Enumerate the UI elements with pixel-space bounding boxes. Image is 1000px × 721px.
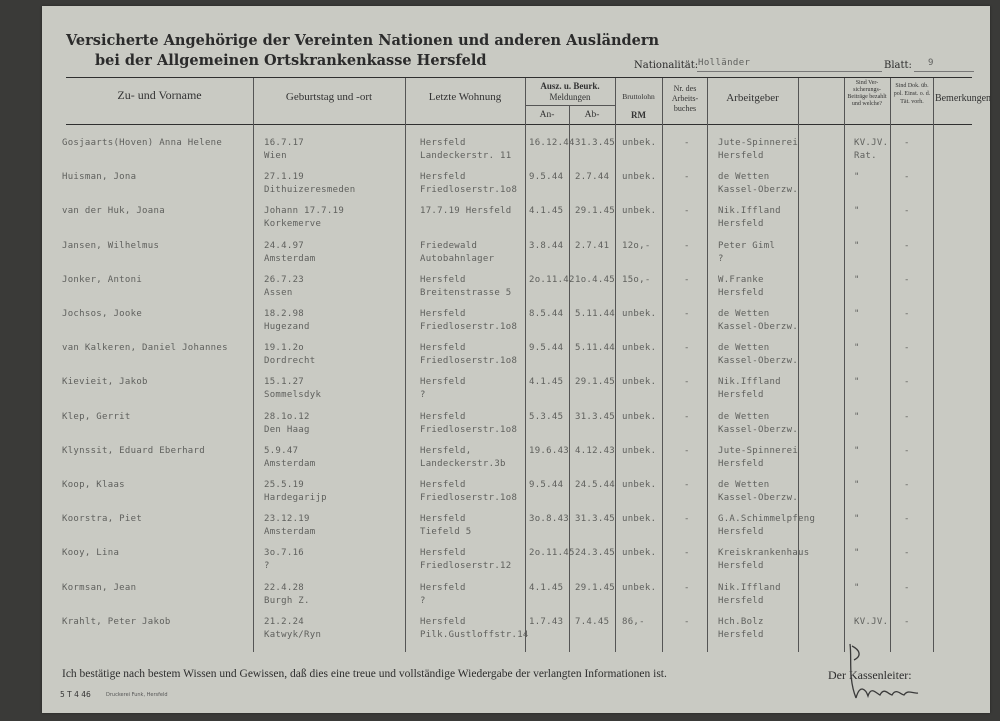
- cell-name: Kievieit, Jakob: [62, 377, 148, 388]
- cell-ins: ": [854, 548, 860, 559]
- col-header-book: Nr. des Arbeits- buches: [671, 84, 699, 113]
- cell-out: 5.11.44: [575, 309, 616, 319]
- cell-emp1: de Wetten: [718, 309, 770, 319]
- cell-birth2: Amsterdam: [264, 527, 316, 538]
- cell-addr1: Friedewald: [420, 240, 478, 251]
- cell-tax: -: [904, 274, 910, 285]
- cell-addr1: Hersfeld,: [420, 445, 472, 456]
- cell-birth1: Johann 17.7.19: [264, 206, 345, 217]
- cell-tax: -: [904, 480, 910, 490]
- cell-name: Koorstra, Piet: [62, 514, 143, 525]
- cell-name: Kooy, Lina: [62, 548, 120, 559]
- cell-in: 9.5.44: [529, 172, 564, 183]
- cell-emp2: Hersfeld: [718, 458, 764, 469]
- printer-note: Druckerei Funk, Hersfeld: [106, 692, 168, 698]
- cell-book: -: [684, 411, 690, 422]
- cell-wage: unbek.: [622, 206, 657, 217]
- cell-book: -: [684, 138, 690, 148]
- cell-emp2: ?: [718, 253, 724, 264]
- cell-wage: unbek.: [622, 343, 657, 354]
- cell-addr2: Friedloserstr.12: [420, 561, 512, 572]
- cell-out: 24.3.45: [575, 548, 616, 559]
- cell-wage: 86,-: [622, 616, 645, 627]
- cell-wage: 15o,-: [622, 274, 651, 285]
- cell-addr1: Hersfeld: [420, 548, 466, 559]
- cell-addr2: Friedloserstr.1o8: [420, 424, 518, 435]
- cell-emp1: de Wetten: [718, 480, 770, 490]
- cell-birth2: Den Haag: [264, 424, 310, 435]
- cell-emp2: Hersfeld: [718, 561, 764, 572]
- cell-addr2: Landeckerstr.3b: [420, 458, 506, 469]
- col-header-employer: Arbeitgeber: [726, 92, 779, 104]
- cell-birth2: Burgh Z.: [264, 595, 310, 606]
- col-header-insurance: Sind Ver- sicherungs- Beiträge bezahlt und welche?: [847, 80, 887, 107]
- cell-birth2: Dordrecht: [264, 356, 316, 367]
- cell-in: 16.12.44: [529, 138, 575, 148]
- cell-name: Gosjaarts(Hoven) Anna Helene: [62, 138, 223, 148]
- cell-in: 8.5.44: [529, 309, 564, 319]
- col-header-reports-in: An-: [539, 110, 555, 120]
- cell-emp1: Nik.Iffland: [718, 582, 781, 593]
- cell-addr1: Hersfeld: [420, 582, 466, 593]
- cell-wage: unbek.: [622, 309, 657, 319]
- cell-ins: ": [854, 309, 860, 319]
- cell-in: 3.8.44: [529, 240, 564, 251]
- cell-birth2: Korkemerve: [264, 219, 322, 230]
- document-title: Versicherte Angehörige der Vereinten Nationen und anderen Ausländern: [66, 32, 660, 49]
- cell-emp2: Kassel-Oberzw.: [718, 322, 799, 332]
- cell-tax: -: [904, 172, 910, 183]
- cell-birth2: Hardegarijp: [264, 493, 327, 503]
- cell-book: -: [684, 172, 690, 183]
- cell-emp1: Nik.Iffland: [718, 377, 781, 388]
- cell-name: Jonker, Antoni: [62, 274, 143, 285]
- cell-tax: -: [904, 411, 910, 422]
- nationality-value: Holländer: [698, 58, 751, 68]
- cell-out: 29.1.45: [575, 377, 616, 388]
- cell-wage: unbek.: [622, 480, 657, 490]
- cell-name: Huisman, Jona: [62, 172, 137, 183]
- document-sheet: [42, 6, 990, 713]
- cell-tax: -: [904, 514, 910, 525]
- cell-emp2: Hersfeld: [718, 287, 764, 298]
- cell-birth2: Amsterdam: [264, 253, 316, 264]
- cell-book: -: [684, 616, 690, 627]
- cell-addr1: 17.7.19 Hersfeld: [420, 206, 512, 217]
- cell-out: 24.5.44: [575, 480, 616, 490]
- cell-birth2: Amsterdam: [264, 458, 316, 469]
- cell-in: 1.7.43: [529, 616, 564, 627]
- cell-out: 31.3.45: [575, 514, 616, 525]
- cell-addr1: Hersfeld: [420, 411, 466, 422]
- cell-out: 5.11.44: [575, 343, 616, 354]
- cell-emp2: Hersfeld: [718, 595, 764, 606]
- cell-ins: ": [854, 343, 860, 354]
- cell-book: -: [684, 240, 690, 251]
- cell-name: Klynssit, Eduard Eberhard: [62, 445, 205, 456]
- cell-out: 29.1.45: [575, 582, 616, 593]
- cell-birth1: 21.2.24: [264, 616, 305, 627]
- cell-birth1: 27.1.19: [264, 172, 305, 183]
- cell-emp1: de Wetten: [718, 172, 770, 183]
- cell-birth2: ?: [264, 561, 270, 572]
- col-header-wage: Bruttolohn: [622, 92, 655, 101]
- col-header-reports: Ausz. u. Beurk.: [540, 81, 600, 91]
- cell-ins: ": [854, 480, 860, 490]
- cell-ins: ": [854, 206, 860, 217]
- cell-ins: ": [854, 514, 860, 525]
- cell-in: 9.5.44: [529, 343, 564, 354]
- cell-book: -: [684, 445, 690, 456]
- nationality-label: Nationalität:: [634, 60, 699, 71]
- cell-ins: ": [854, 274, 860, 285]
- cell-emp1: de Wetten: [718, 343, 770, 354]
- cell-wage: unbek.: [622, 377, 657, 388]
- cell-birth1: 28.1o.12: [264, 411, 310, 422]
- cell-wage: unbek.: [622, 172, 657, 183]
- cell-wage: unbek.: [622, 445, 657, 456]
- cell-in: 5.3.45: [529, 411, 564, 422]
- cell-addr1: Hersfeld: [420, 172, 466, 183]
- cell-addr2: Pilk.Gustloffstr.14: [420, 629, 529, 640]
- cell-birth1: 16.7.17: [264, 138, 305, 148]
- cell-tax: -: [904, 138, 910, 148]
- col-header-reports-sub: Meldungen: [549, 92, 591, 102]
- cell-out: 1o.4.45: [575, 274, 616, 285]
- cell-name: Koop, Klaas: [62, 480, 125, 490]
- cell-birth1: 19.1.2o: [264, 343, 305, 354]
- cell-birth1: 18.2.98: [264, 309, 305, 319]
- cell-book: -: [684, 206, 690, 217]
- cell-birth1: 5.9.47: [264, 445, 299, 456]
- table-header-border: [66, 124, 972, 125]
- cell-in: 4.1.45: [529, 377, 564, 388]
- form-code: 5 T 4 46: [60, 690, 91, 699]
- col-header-birth: Geburtstag und -ort: [285, 91, 373, 103]
- cell-out: 31.3.45: [575, 411, 616, 422]
- col-header-remarks: Bemerkungen: [934, 93, 992, 104]
- cell-birth1: 3o.7.16: [264, 548, 305, 559]
- cell-emp1: Kreiskrankenhaus: [718, 548, 810, 559]
- cell-emp2: Hersfeld: [718, 151, 764, 161]
- cell-birth1: 25.5.19: [264, 480, 305, 490]
- cell-wage: unbek.: [622, 138, 657, 148]
- cell-book: -: [684, 274, 690, 285]
- cell-name: Kormsan, Jean: [62, 582, 137, 593]
- cell-ins: ": [854, 445, 860, 456]
- cell-birth2: Hugezand: [264, 322, 310, 332]
- cell-emp1: Nik.Iffland: [718, 206, 781, 217]
- cell-addr2: Autobahnlager: [420, 253, 495, 264]
- cell-name: van Kalkeren, Daniel Johannes: [62, 343, 228, 354]
- cell-birth1: 23.12.19: [264, 514, 310, 525]
- signature-icon: [838, 638, 938, 708]
- cell-out: 31.3.45: [575, 138, 616, 148]
- cell-addr2: Landeckerstr. 11: [420, 151, 512, 161]
- cell-emp2: Kassel-Oberzw.: [718, 424, 799, 435]
- col-header-tax: Sind Dok. üb. pol. Einst. o. d. Tät. vorh.: [893, 83, 931, 105]
- cell-ins: ": [854, 172, 860, 183]
- cell-emp1: W.Franke: [718, 274, 764, 285]
- cell-emp1: Hch.Bolz: [718, 616, 764, 627]
- cell-birth1: 24.4.97: [264, 240, 305, 251]
- cell-addr2: Breitenstrasse 5: [420, 287, 512, 298]
- cell-birth2: Sommelsdyk: [264, 390, 322, 401]
- cell-ins: ": [854, 377, 860, 388]
- cell-wage: unbek.: [622, 582, 657, 593]
- cell-ins: KV.JV.: [854, 616, 889, 627]
- cell-addr1: Hersfeld: [420, 309, 466, 319]
- cell-tax: -: [904, 548, 910, 559]
- cell-emp2: Hersfeld: [718, 390, 764, 401]
- cell-name: Jochsos, Jooke: [62, 309, 143, 319]
- cell-wage: 12o,-: [622, 240, 651, 251]
- cell-emp1: Jute-Spinnerei: [718, 445, 799, 456]
- cell-out: 2.7.44: [575, 172, 610, 183]
- cell-in: 2o.11.42: [529, 274, 575, 285]
- cell-in: 19.6.43: [529, 445, 570, 456]
- cell-wage: unbek.: [622, 514, 657, 525]
- cell-tax: -: [904, 616, 910, 627]
- cell-ins2: Rat.: [854, 151, 877, 161]
- cell-addr1: Hersfeld: [420, 138, 466, 148]
- cell-emp1: Peter Giml: [718, 240, 776, 251]
- cell-addr2: ?: [420, 595, 426, 606]
- cell-addr2: ?: [420, 390, 426, 401]
- col-header-address: Letzte Wohnung: [428, 91, 502, 103]
- cell-out: 29.1.45: [575, 206, 616, 217]
- cell-wage: unbek.: [622, 548, 657, 559]
- cell-emp2: Kassel-Oberzw.: [718, 356, 799, 367]
- cell-addr1: Hersfeld: [420, 480, 466, 490]
- cell-addr2: Friedloserstr.1o8: [420, 185, 518, 196]
- cell-book: -: [684, 480, 690, 490]
- cell-book: -: [684, 514, 690, 525]
- document-subtitle: bei der Allgemeinen Ortskrankenkasse Hersfeld: [95, 52, 487, 69]
- cell-ins: KV.JV.: [854, 138, 889, 148]
- cell-birth1: 22.4.28: [264, 582, 305, 593]
- cell-name: Krahlt, Peter Jakob: [62, 616, 171, 627]
- cell-emp2: Hersfeld: [718, 219, 764, 230]
- cell-name: Klep, Gerrit: [62, 411, 131, 422]
- sheet-label: Blatt:: [884, 60, 912, 71]
- cell-in: 3o.8.43: [529, 514, 570, 525]
- table-top-border: [66, 77, 972, 78]
- confirmation-statement: Ich bestätige nach bestem Wissen und Gewissen, daß dies eine treue und vollständige Wiedergabe der verlangten Informationen ist.: [62, 668, 667, 680]
- cell-name: van der Huk, Joana: [62, 206, 165, 217]
- cell-addr1: Hersfeld: [420, 616, 466, 627]
- col-header-name: Zu- und Vorname: [117, 88, 202, 102]
- col-header-wage-unit: RM: [631, 110, 646, 120]
- cell-birth2: Katwyk/Ryn: [264, 629, 322, 640]
- cell-ins: ": [854, 411, 860, 422]
- cell-addr2: Friedloserstr.1o8: [420, 493, 518, 503]
- cell-addr1: Hersfeld: [420, 343, 466, 354]
- cell-addr1: Hersfeld: [420, 377, 466, 388]
- cell-out: 7.4.45: [575, 616, 610, 627]
- cell-birth2: Dithuizeresmeden: [264, 185, 356, 196]
- cell-ins: ": [854, 240, 860, 251]
- cell-birth2: Assen: [264, 287, 293, 298]
- cell-book: -: [684, 582, 690, 593]
- cell-tax: -: [904, 240, 910, 251]
- cell-tax: -: [904, 309, 910, 319]
- cell-out: 4.12.43: [575, 445, 616, 456]
- cell-tax: -: [904, 445, 910, 456]
- cell-addr1: Hersfeld: [420, 514, 466, 525]
- cell-ins: ": [854, 582, 860, 593]
- cell-emp2: Kassel-Oberzw.: [718, 185, 799, 196]
- cell-addr1: Hersfeld: [420, 274, 466, 285]
- cell-birth1: 26.7.23: [264, 274, 305, 285]
- cell-tax: -: [904, 343, 910, 354]
- cell-emp2: Hersfeld: [718, 527, 764, 538]
- cell-in: 2o.11.45: [529, 548, 575, 559]
- cell-emp2: Hersfeld: [718, 629, 764, 640]
- cell-wage: unbek.: [622, 411, 657, 422]
- cell-in: 4.1.45: [529, 206, 564, 217]
- cell-emp2: Kassel-Oberzw.: [718, 493, 799, 503]
- cell-addr2: Friedloserstr.1o8: [420, 322, 518, 332]
- cell-out: 2.7.41: [575, 240, 610, 251]
- cell-addr2: Friedloserstr.1o8: [420, 356, 518, 367]
- cell-in: 9.5.44: [529, 480, 564, 490]
- cell-emp1: G.A.Schimmelpfeng: [718, 514, 816, 525]
- cell-tax: -: [904, 377, 910, 388]
- cell-birth1: 15.1.27: [264, 377, 305, 388]
- sheet-number: 9: [928, 58, 934, 68]
- cell-birth2: Wien: [264, 151, 287, 161]
- signatory-label: Der Kassenleiter:: [828, 668, 912, 682]
- cell-book: -: [684, 377, 690, 388]
- cell-in: 4.1.45: [529, 582, 564, 593]
- cell-name: Jansen, Wilhelmus: [62, 240, 160, 251]
- col-header-reports-out: Ab-: [584, 110, 600, 120]
- cell-book: -: [684, 343, 690, 354]
- cell-book: -: [684, 548, 690, 559]
- cell-addr2: Tiefeld 5: [420, 527, 472, 538]
- cell-book: -: [684, 309, 690, 319]
- cell-emp1: Jute-Spinnerei: [718, 138, 799, 148]
- cell-tax: -: [904, 582, 910, 593]
- cell-emp1: de Wetten: [718, 411, 770, 422]
- cell-tax: -: [904, 206, 910, 217]
